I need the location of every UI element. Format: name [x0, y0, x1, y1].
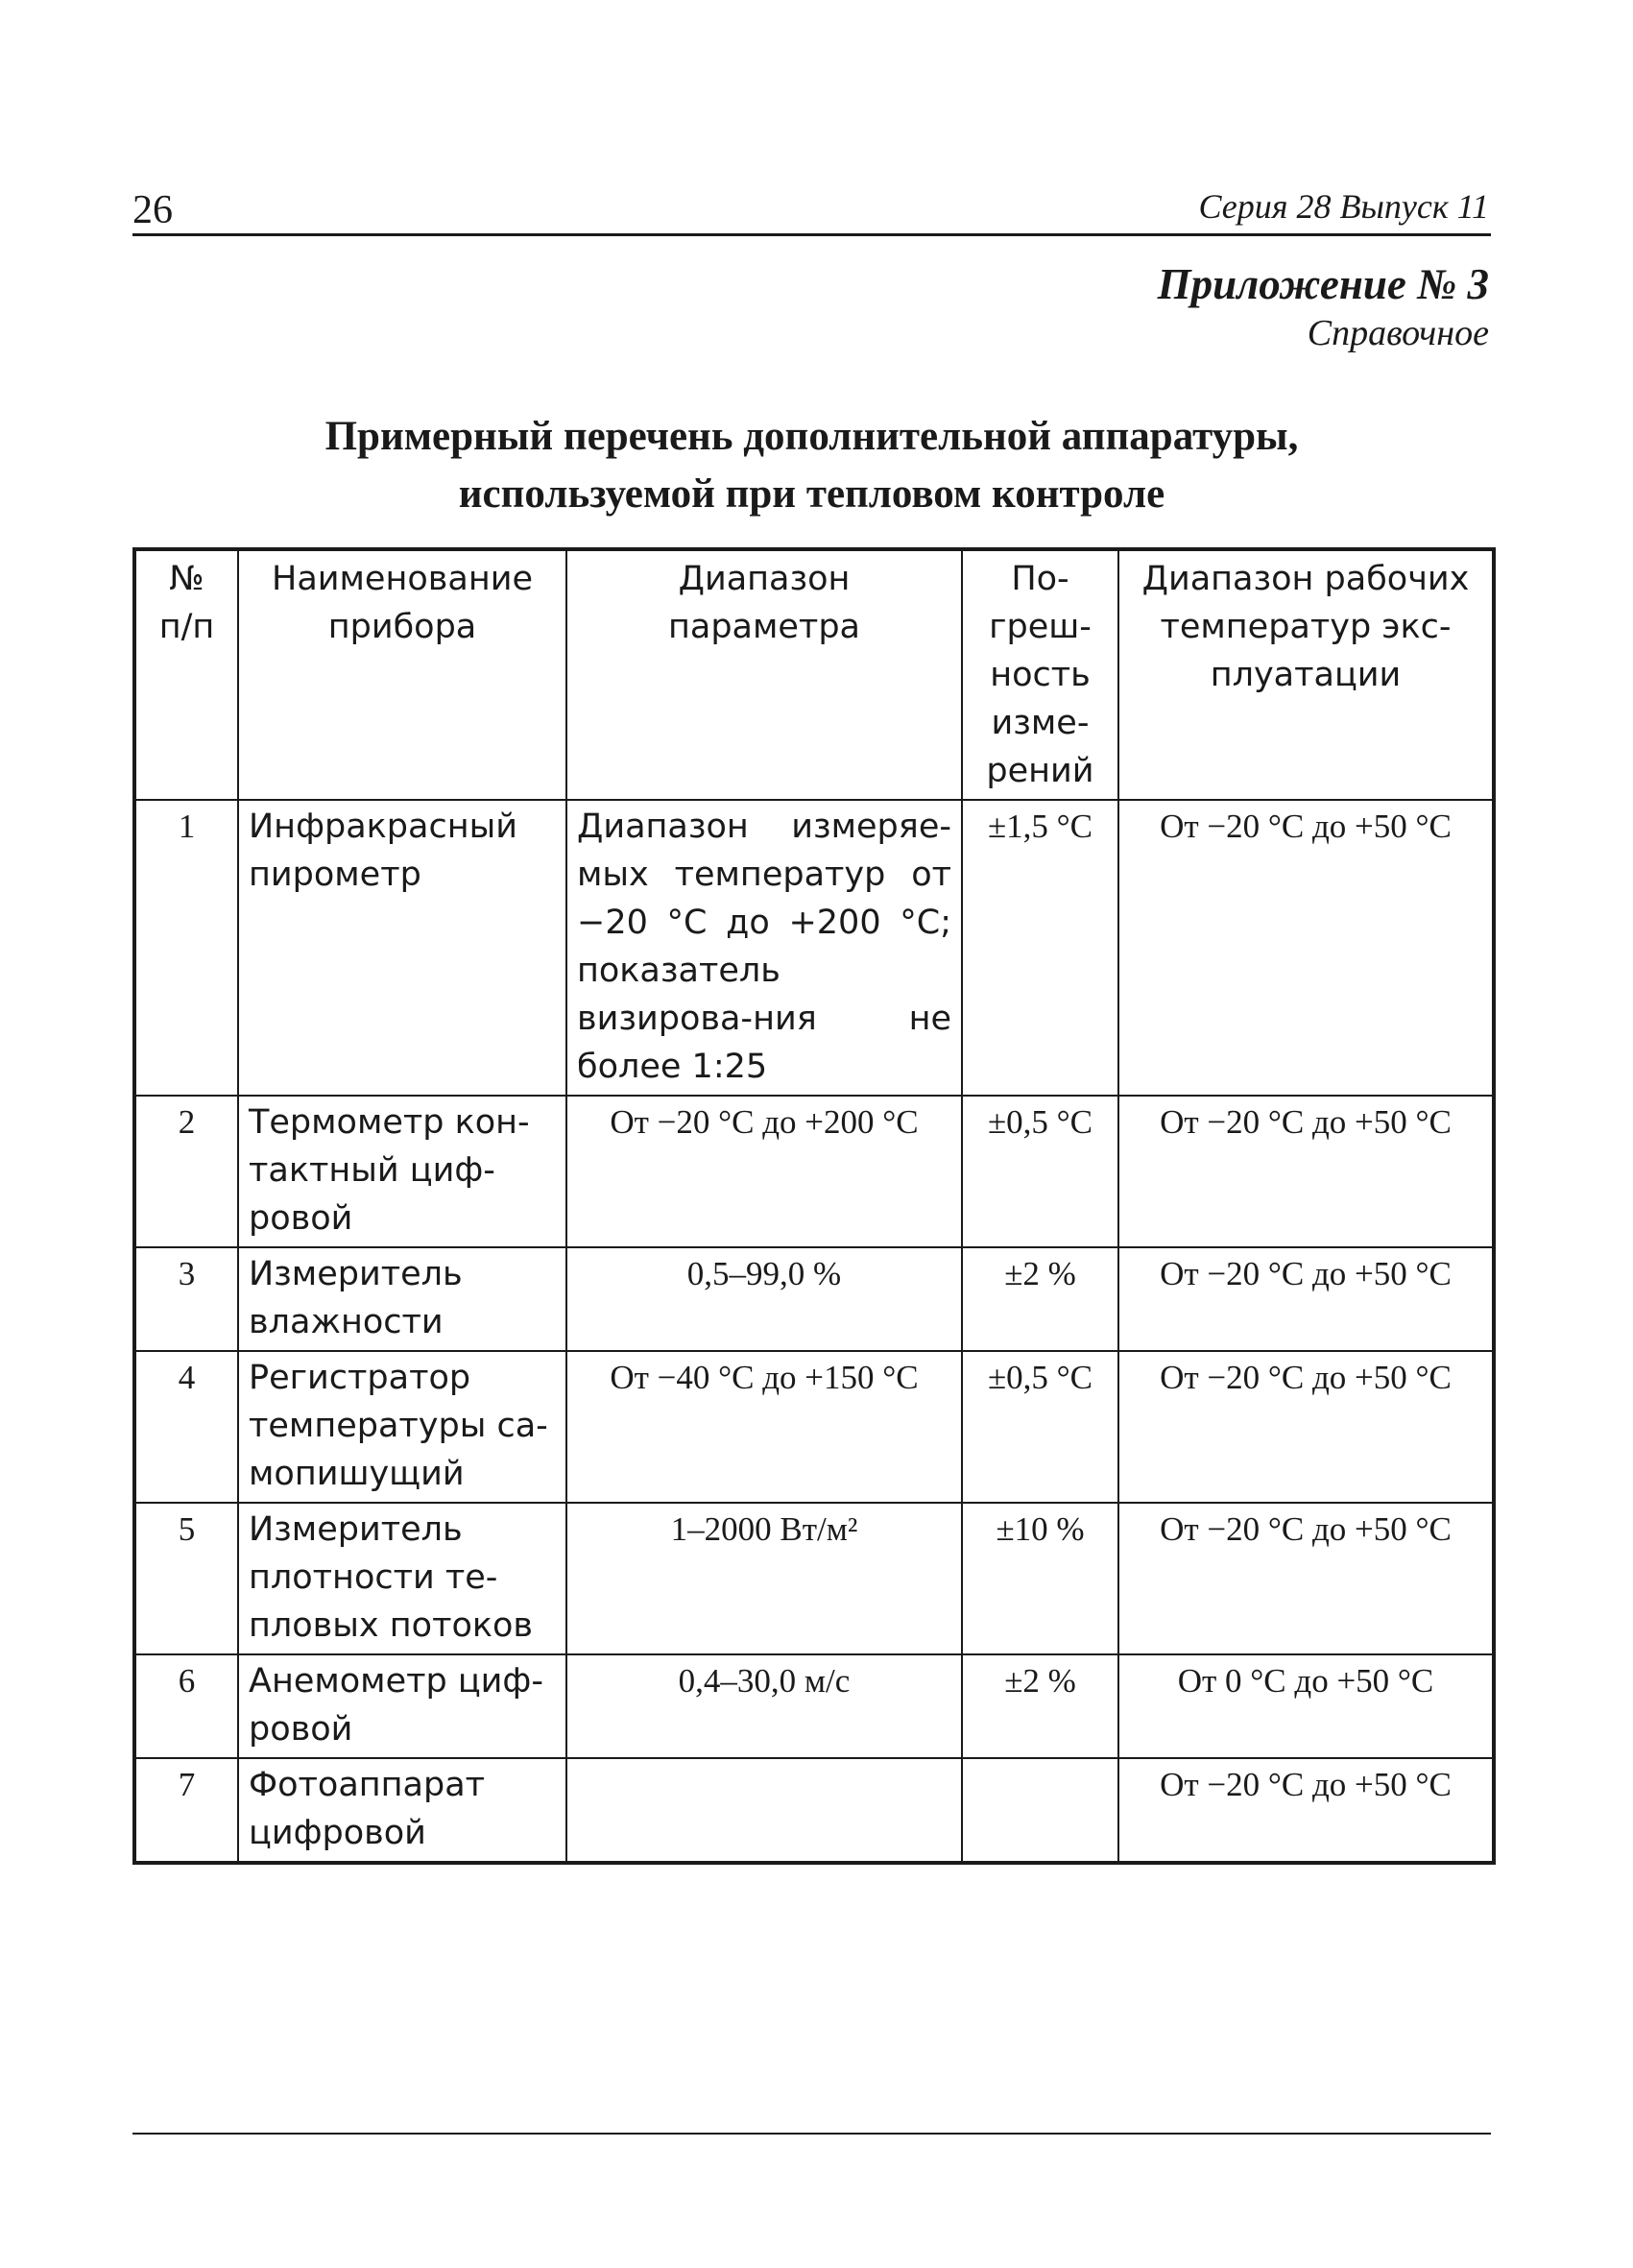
cell-error: ±2 %: [962, 1654, 1118, 1758]
table-row: [134, 1758, 1494, 1863]
header-divider: [132, 233, 1491, 236]
cell-temp: От −20 °С до +50 °С: [1118, 1758, 1494, 1863]
cell-range: 1–2000 Вт/м²: [566, 1503, 962, 1654]
cell-error: ±0,5 °С: [962, 1096, 1118, 1247]
table-row: [134, 1351, 1494, 1503]
cell-error: ±2 %: [962, 1247, 1118, 1351]
cell-temp: От −20 °С до +50 °С: [1118, 1247, 1494, 1351]
document-title-line-1: Примерный перечень дополнительной аппаратуры,: [324, 414, 1299, 459]
cell-range: [566, 1758, 962, 1863]
header-num: № п/п: [134, 549, 238, 800]
cell-range: Диапазон измеряе-мых температур от −20 °С до +200 °С; показатель визирова-ния не более 1:25: [566, 800, 962, 1096]
cell-error: ±0,5 °С: [962, 1351, 1118, 1503]
header-error: По-греш-ность изме-рений: [962, 549, 1118, 800]
cell-error: [962, 1758, 1118, 1863]
appendix-title: Приложение № 3: [1157, 260, 1489, 308]
cell-name: Измеритель влажности: [238, 1247, 566, 1351]
table-header-row: [134, 549, 1494, 800]
cell-error: ±10 %: [962, 1503, 1118, 1654]
cell-num: 1: [134, 800, 238, 1096]
cell-name: Анемометр циф-ровой: [238, 1654, 566, 1758]
cell-temp: От −20 °С до +50 °С: [1118, 1096, 1494, 1247]
cell-temp: От 0 °С до +50 °С: [1118, 1654, 1494, 1758]
cell-temp: От −20 °С до +50 °С: [1118, 800, 1494, 1096]
cell-range: 0,5–99,0 %: [566, 1247, 962, 1351]
cell-temp: От −20 °С до +50 °С: [1118, 1503, 1494, 1654]
cell-num: 3: [134, 1247, 238, 1351]
cell-num: 6: [134, 1654, 238, 1758]
table-row: [134, 1654, 1494, 1758]
equipment-table: [132, 547, 1496, 1865]
document-title: [132, 408, 1491, 523]
footer-divider: [132, 2133, 1491, 2135]
cell-num: 2: [134, 1096, 238, 1247]
cell-num: 4: [134, 1351, 238, 1503]
header-name: Наименование прибора: [238, 549, 566, 800]
cell-name: Регистратор температуры са-мопишущий: [238, 1351, 566, 1503]
appendix-subtitle: Справочное: [1307, 313, 1489, 353]
cell-error: ±1,5 °С: [962, 800, 1118, 1096]
series-label: Серия 28 Выпуск 11: [1198, 187, 1489, 226]
cell-range: От −20 °С до +200 °С: [566, 1096, 962, 1247]
document-title-line-2: используемой при тепловом контроле: [458, 471, 1165, 517]
table-row: [134, 1096, 1494, 1247]
cell-range: 0,4–30,0 м/с: [566, 1654, 962, 1758]
cell-name: Термометр кон-тактный циф-ровой: [238, 1096, 566, 1247]
cell-temp: От −20 °С до +50 °С: [1118, 1351, 1494, 1503]
cell-name: Инфракрасный пирометр: [238, 800, 566, 1096]
cell-num: 5: [134, 1503, 238, 1654]
cell-name: Фотоаппарат цифровой: [238, 1758, 566, 1863]
header-range: Диапазон параметра: [566, 549, 962, 800]
table-row: [134, 800, 1494, 1096]
cell-name: Измеритель плотности те-пловых потоков: [238, 1503, 566, 1654]
table-row: [134, 1247, 1494, 1351]
header-temp: Диапазон рабочих температур экс-плуатации: [1118, 549, 1494, 800]
table-row: [134, 1503, 1494, 1654]
cell-range: От −40 °С до +150 °С: [566, 1351, 962, 1503]
cell-num: 7: [134, 1758, 238, 1863]
page-number: 26: [132, 188, 173, 232]
